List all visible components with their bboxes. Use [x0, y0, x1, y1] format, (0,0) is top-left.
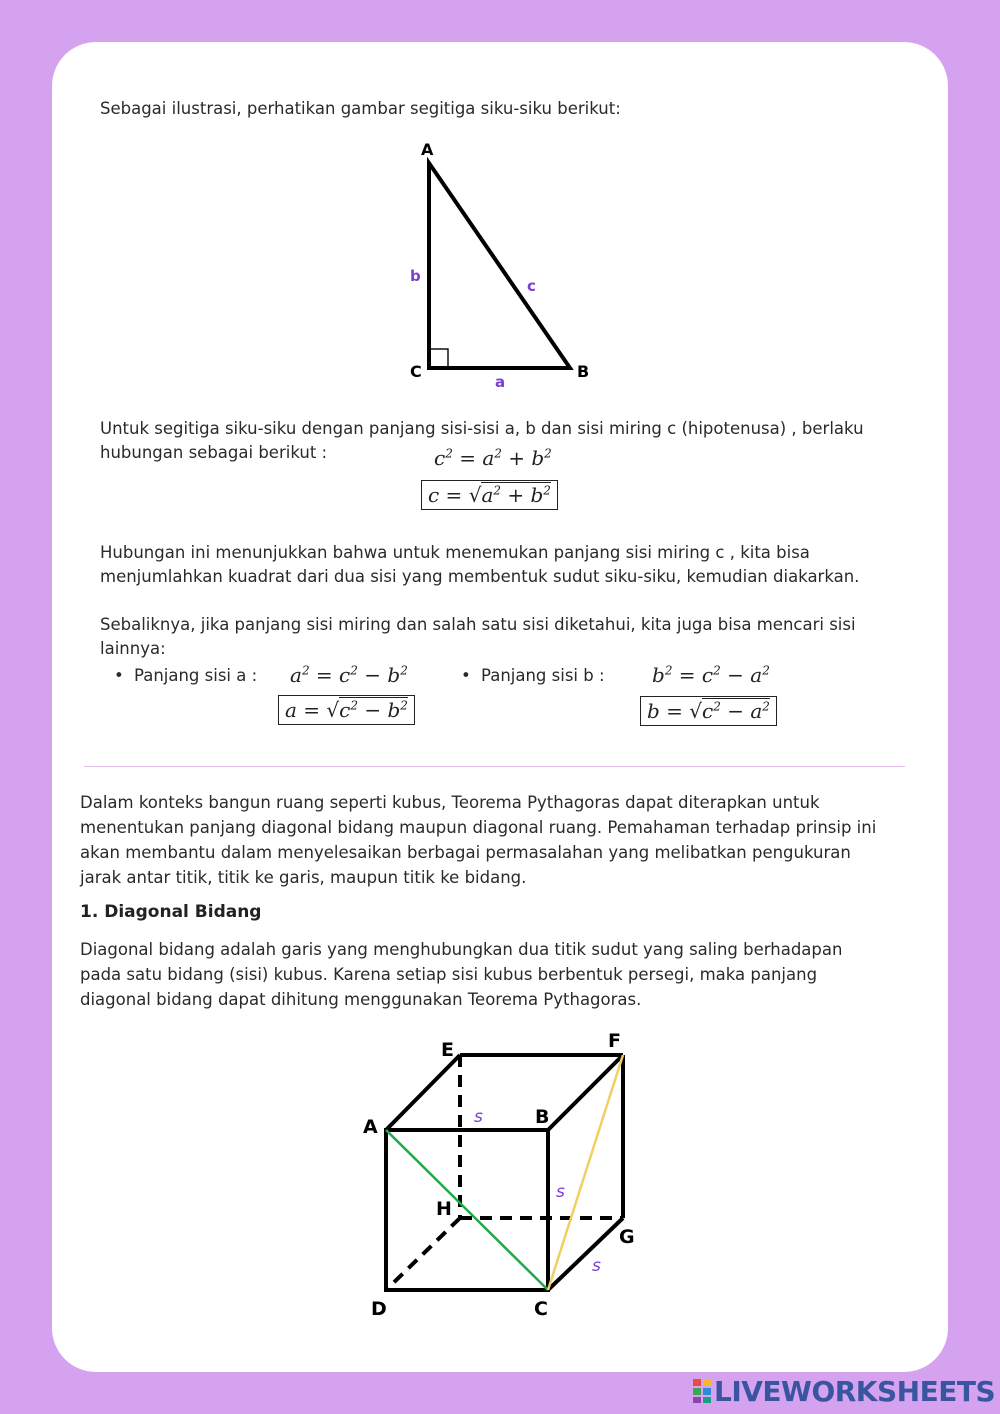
vertex-a-label: A: [421, 140, 434, 159]
edge-ae: [386, 1055, 460, 1130]
intro-text: Sebagai ilustrasi, perhatikan gambar segitiga siku-siku berikut:: [100, 99, 621, 118]
para2-line1: Hubungan ini menunjukkan bahwa untuk menemukan panjang sisi miring c , kita bisa: [100, 543, 810, 562]
para1-line2: hubungan sebagai berikut :: [100, 443, 328, 462]
side-s-side: s: [592, 1256, 601, 1276]
vertex-f-label: F: [608, 1030, 621, 1052]
vertex-h-label: H: [436, 1198, 452, 1220]
para4-line1: Dalam konteks bangun ruang seperti kubus, Teorema Pythagoras dapat diterapkan untuk: [80, 793, 820, 812]
formula-a-boxed: $a = √c^2 - b^2$: [278, 695, 415, 725]
para3-line1: Sebaliknya, jika panjang sisi miring dan salah satu sisi diketahui, kita juga bisa mencari sisi: [100, 615, 856, 634]
formula-c-boxed: $c = √a^2 + b^2$: [421, 480, 558, 510]
side-s-top: s: [474, 1107, 483, 1127]
section-divider: [84, 766, 905, 767]
vertex-d-label: D: [371, 1298, 387, 1320]
para2-line2: menjumlahkan kuadrat dari dua sisi yang membentuk sudut siku-siku, kemudian diakarkan.: [100, 567, 860, 586]
vertex-b-label: B: [577, 362, 590, 381]
side-s-front: s: [556, 1182, 565, 1202]
heading-diagonal-bidang: 1. Diagonal Bidang: [80, 902, 262, 922]
brand-logo-icon: [692, 1378, 712, 1404]
right-triangle-figure: [400, 135, 600, 395]
para5-line3: diagonal bidang dapat dihitung menggunakan Teorema Pythagoras.: [80, 990, 642, 1009]
para1-line1: Untuk segitiga siku-siku dengan panjang sisi-sisi a, b dan sisi miring c (hipotenusa) , berlaku: [100, 419, 864, 438]
formula-c-squared: $c^2 = a^2 + b^2$: [434, 446, 552, 470]
right-angle-marker: [429, 349, 448, 368]
para3-line2: lainnya:: [100, 639, 166, 658]
vertex-a-label: A: [363, 1116, 378, 1138]
bullet-side-b: • Panjang sisi b :: [481, 666, 605, 685]
vertex-b-label: B: [535, 1106, 550, 1128]
vertex-e-label: E: [441, 1039, 454, 1061]
para4-line3: akan membantu dalam menyelesaikan berbagai permasalahan yang melibatkan pengukuran: [80, 843, 851, 862]
liveworksheets-brand[interactable]: [692, 1374, 995, 1408]
edge-hd-hidden: [386, 1218, 460, 1290]
side-a-label: a: [495, 373, 506, 391]
para4-line2: menentukan panjang diagonal bidang maupun diagonal ruang. Pemahaman terhadap prinsip ini: [80, 818, 877, 837]
brand-text: LIVEWORKSHEETS: [714, 1374, 996, 1408]
bullet-side-a: • Panjang sisi a :: [134, 666, 257, 685]
formula-b-boxed: $b = √c^2 - a^2$: [640, 696, 777, 726]
vertex-c-label: C: [410, 362, 422, 381]
side-c-label: c: [527, 277, 536, 295]
cube-figure: [355, 1025, 655, 1325]
side-b-label: b: [410, 267, 421, 285]
para5-line1: Diagonal bidang adalah garis yang menghubungkan dua titik sudut yang saling berhadapan: [80, 940, 843, 959]
formula-b-squared: $b^2 = c^2 - a^2$: [652, 663, 770, 687]
vertex-g-label: G: [619, 1226, 635, 1248]
vertex-c-label: C: [534, 1298, 548, 1320]
triangle-shape: [429, 163, 570, 368]
formula-a-squared: $a^2 = c^2 - b^2$: [290, 663, 408, 687]
para4-line4: jarak antar titik, titik ke garis, maupun titik ke bidang.: [80, 868, 527, 887]
para5-line2: pada satu bidang (sisi) kubus. Karena setiap sisi kubus berbentuk persegi, maka panjang: [80, 965, 818, 984]
